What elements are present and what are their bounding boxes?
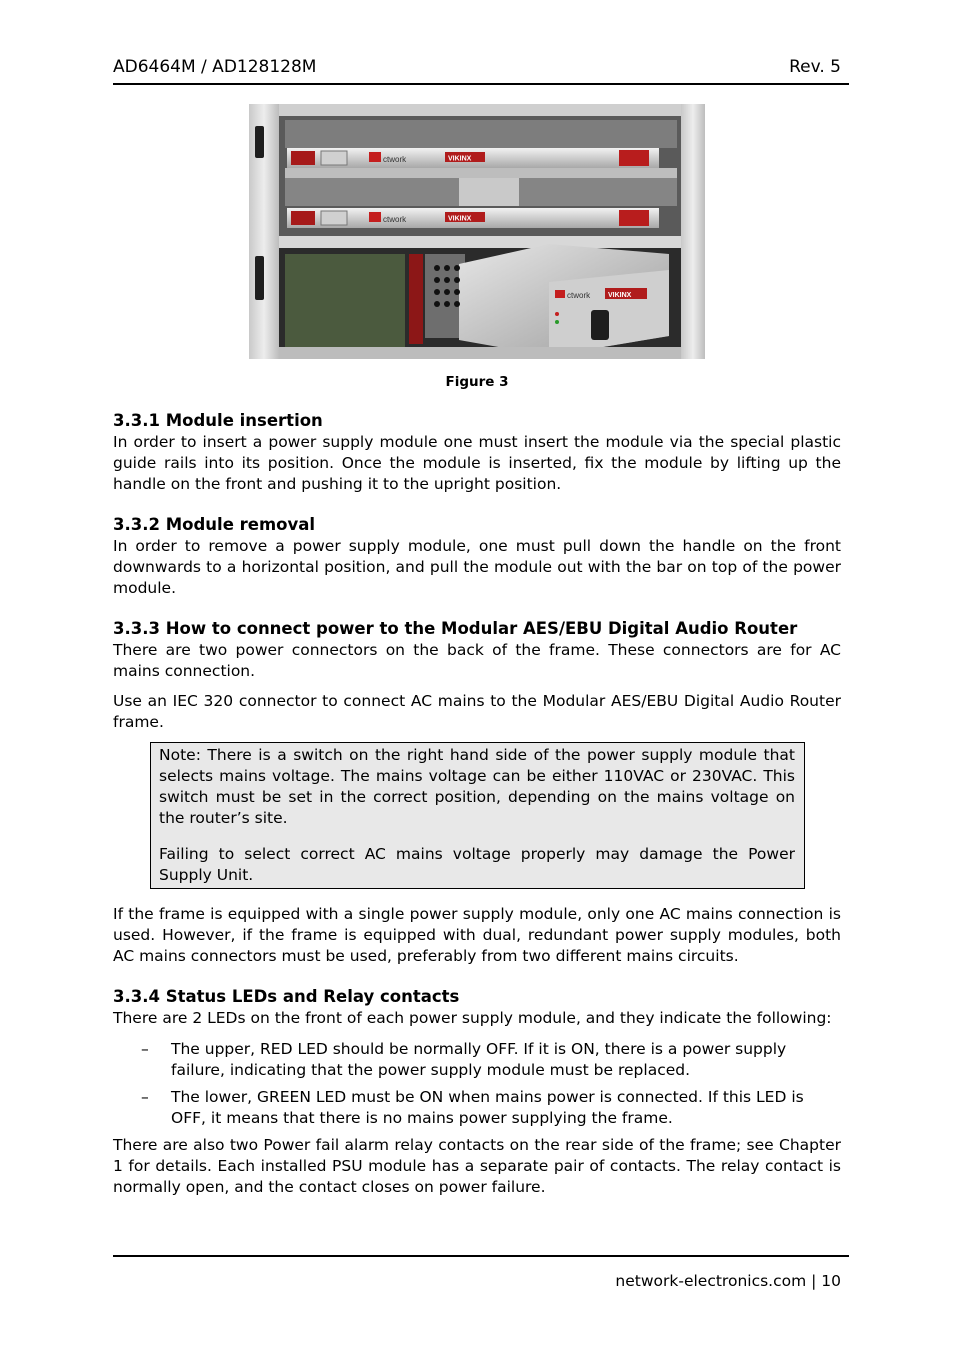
section-heading: 3.3.1 Module insertion	[113, 411, 323, 430]
section-3-3-4	[113, 986, 841, 1198]
paragraph: If the frame is equipped with a single power supply module, only one AC mains connection is used. However, if the frame is equipped with dual, redundant power supply modules, both AC mains connectors must be used, preferably from two different mains circuits.	[113, 905, 841, 965]
rack-ear-right	[681, 104, 705, 359]
section-3-3-3	[113, 618, 841, 967]
list-item	[113, 1087, 811, 1129]
module-2-model: VIKINX	[448, 215, 472, 223]
page-footer: network-electronics.com | 10	[615, 1272, 841, 1290]
router-module-1	[287, 148, 659, 168]
paragraph: Use an IEC 320 connector to connect AC mains to the Modular AES/EBU Digital Audio Router frame.	[113, 692, 841, 731]
note-box	[150, 742, 805, 889]
note-text: Note: There is a switch on the right hand side of the power supply module that selects mains voltage. The mains voltage can be either 110VAC or 230VAC. This switch must be set in the correct position, depending on the mains voltage on the router’s site.	[159, 746, 795, 827]
footer-rule	[113, 1255, 849, 1257]
paragraph: There are two power connectors on the back of the frame. These connectors are for AC mains connection.	[113, 641, 841, 680]
psu-model: VIKINX	[608, 292, 632, 299]
dash-marker: –	[141, 1088, 149, 1106]
psu-brand: ctwork	[567, 291, 591, 300]
dash-marker: –	[141, 1040, 149, 1058]
header-title: AD6464M / AD128128M	[113, 57, 317, 77]
header-rule	[113, 83, 849, 85]
section-heading: 3.3.2 Module removal	[113, 515, 316, 534]
figure-photo	[249, 104, 705, 359]
section-3-3-2	[113, 514, 841, 599]
module-1-brand: ctwork	[383, 155, 407, 164]
paragraph: There are 2 LEDs on the front of each power supply module, and they indicate the following:	[113, 1009, 832, 1027]
module-2-brand: ctwork	[383, 215, 407, 224]
paragraph: In order to remove a power supply module, one must pull down the handle on the front downwards to a horizontal position, and pull the module out with the bar on top of the power module.	[113, 537, 841, 597]
header-revision: Rev. 5	[789, 57, 841, 77]
router-module-2	[287, 208, 659, 228]
figure-caption: Figure 3	[445, 374, 509, 390]
paragraph: In order to insert a power supply module one must insert the module via the special plastic guide rails into its position. Once the module is inserted, fix the module by lifting up the handle on the front and pushing it to the upright position.	[113, 433, 841, 493]
section-heading: 3.3.4 Status LEDs and Relay contacts	[113, 987, 460, 1006]
section-3-3-1	[113, 410, 841, 495]
section-heading: 3.3.3 How to connect power to the Modular AES/EBU Digital Audio Router	[113, 619, 798, 638]
list-item	[113, 1039, 811, 1081]
paragraph: There are also two Power fail alarm relay contacts on the rear side of the frame; see Chapter 1 for details. Each installed PSU module has a separate pair of contacts. The relay contact is normally open, and the contact closes on power failure.	[113, 1136, 841, 1196]
note-warning: Failing to select correct AC mains voltage properly may damage the Power Supply Unit.	[159, 845, 795, 884]
page-header	[113, 57, 849, 83]
psu-module	[459, 244, 669, 356]
module-1-model: VIKINX	[448, 155, 472, 163]
body-content	[113, 410, 841, 1217]
led-list	[113, 1039, 841, 1129]
list-item-text: The upper, RED LED should be normally OFF. If it is ON, there is a power supply failure, indicating that the power supply module must be replaced.	[171, 1040, 787, 1079]
list-item-text: The lower, GREEN LED must be ON when mains power is connected. If this LED is OFF, it means that there is no mains power supplying the frame.	[171, 1088, 804, 1127]
